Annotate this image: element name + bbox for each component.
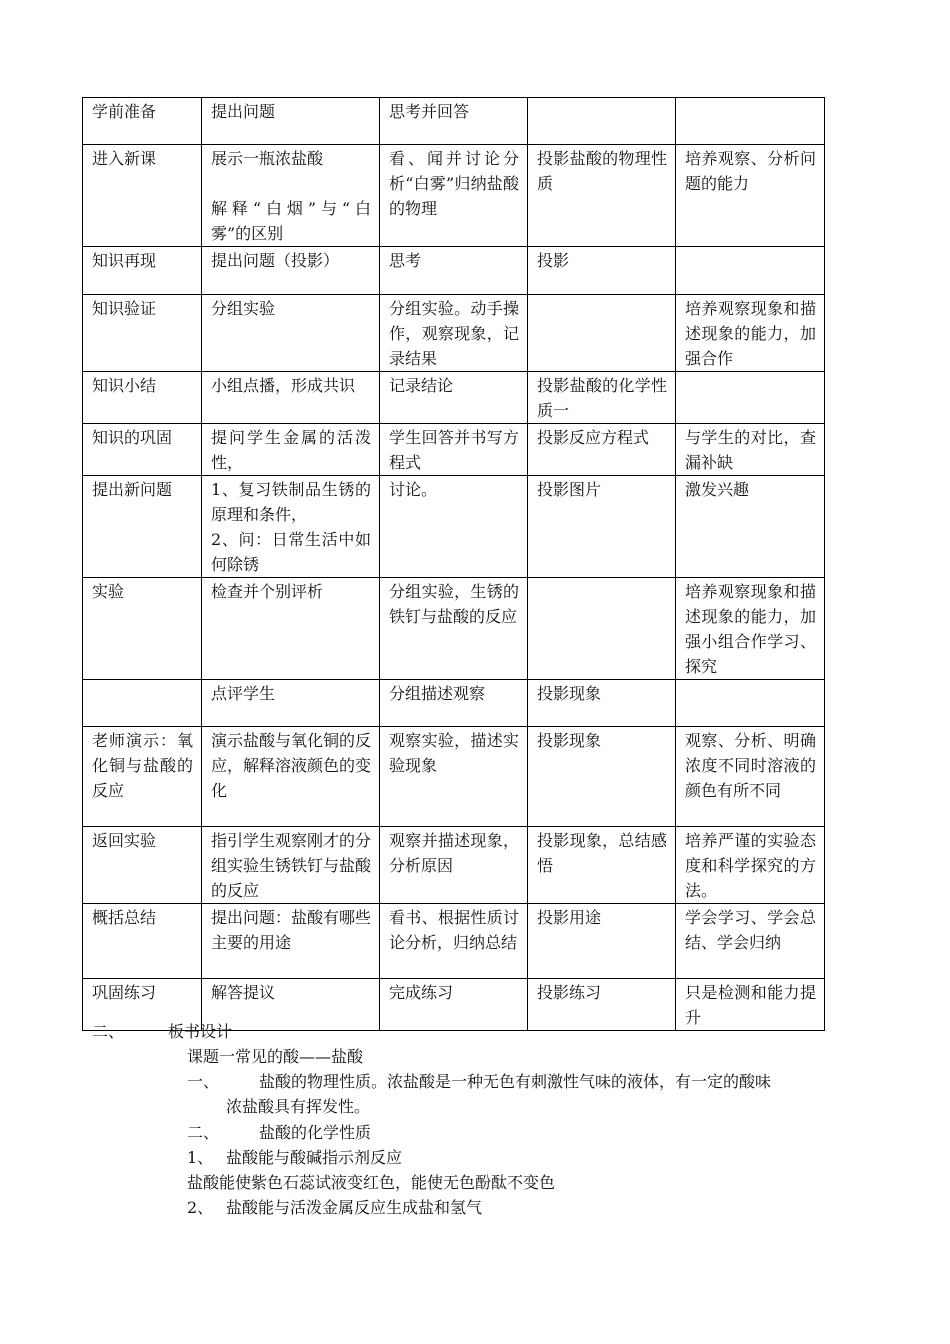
table-row: [83, 295, 825, 372]
cell-text: 学生回答并书写方程式: [389, 428, 519, 472]
table-cell: [380, 727, 528, 827]
table-cell: [528, 827, 676, 904]
table-cell: [202, 372, 380, 424]
table-cell: [83, 145, 202, 247]
table-cell: [380, 98, 528, 145]
table-cell: [676, 98, 825, 145]
cell-text: 小组点播，形成共识: [211, 376, 356, 395]
table-cell: [380, 827, 528, 904]
table-cell: [202, 727, 380, 827]
cell-text: 巩固练习: [92, 983, 157, 1002]
table-cell: [380, 904, 528, 979]
table-cell: [83, 727, 202, 827]
cell-text: 提问学生金属的活泼性，: [211, 428, 371, 472]
section-title: 板书设计: [168, 1022, 233, 1041]
item-1-text: 盐酸的物理性质。浓盐酸是一种无色有刺激性气味的液体，有一定的酸味: [259, 1072, 772, 1091]
cell-text: 投影图片: [537, 480, 602, 499]
table-cell: [528, 295, 676, 372]
table-cell: [528, 680, 676, 727]
cell-text: 检查并个别评析: [211, 582, 324, 601]
table-row: [83, 372, 825, 424]
cell-text: 学会学习、学会总结、学会归纳: [685, 908, 816, 952]
cell-text: 1、复习铁制品生锈的原理和条件， 2、问：日常生活中如何除锈: [211, 480, 371, 574]
table-cell: [676, 578, 825, 680]
cell-text: 学前准备: [92, 102, 157, 121]
table-cell: [380, 145, 528, 247]
board-item-1-continued: 浓盐酸具有挥发性。: [226, 1097, 371, 1116]
board-subitem-1: [187, 1145, 402, 1170]
table-cell: [202, 476, 380, 578]
cell-text: 培养观察现象和描述现象的能力，加强合作: [685, 299, 816, 368]
cell-text: 投影现象，总结感悟: [537, 831, 667, 875]
cell-text: 完成练习: [389, 983, 454, 1002]
table-cell: [380, 476, 528, 578]
board-item-2: [187, 1120, 371, 1145]
table-cell: [83, 904, 202, 979]
table-cell: [202, 424, 380, 476]
cell-text: 记录结论: [389, 376, 454, 395]
table-row: [83, 680, 825, 727]
cell-text: 分组实验。动手操作，观察现象，记录结果: [389, 299, 519, 368]
section-number: 二、: [92, 1022, 125, 1041]
cell-text: 提出新问题: [92, 480, 173, 499]
table-row: [83, 424, 825, 476]
cell-text: 投影用途: [537, 908, 602, 927]
table-cell: [676, 727, 825, 827]
subitem-1-number: 1、: [187, 1148, 214, 1167]
table-cell: [676, 904, 825, 979]
cell-text: 讨论。: [389, 480, 438, 499]
lesson-plan-table: [82, 97, 825, 1031]
cell-text: 老师演示：氧化铜与盐酸的反应: [92, 731, 193, 800]
table-cell: [528, 578, 676, 680]
table-cell: [83, 98, 202, 145]
table-cell: [528, 727, 676, 827]
board-item-1: [187, 1069, 771, 1094]
cell-text: 激发兴趣: [685, 480, 750, 499]
board-subitem-1-detail: 盐酸能使紫色石蕊试液变红色，能使无色酚酞不变色: [187, 1173, 556, 1192]
table-cell: [528, 247, 676, 295]
cell-text: 投影盐酸的物理性质: [537, 149, 667, 193]
cell-text: 思考: [389, 251, 422, 270]
cell-text: 知识验证: [92, 299, 157, 318]
cell-text: 看、闻并讨论分析“白雾”归纳盐酸的物理: [389, 149, 519, 218]
table-cell: [676, 424, 825, 476]
cell-text: 分组实验: [211, 299, 276, 318]
table-cell: [676, 295, 825, 372]
cell-text: 指引学生观察刚才的分组实验生锈铁钉与盐酸的反应: [211, 831, 372, 900]
item-2-text: 盐酸的化学性质: [259, 1123, 372, 1142]
cell-text: 分组实验，生锈的铁钉与盐酸的反应: [389, 582, 519, 626]
cell-text: 知识小结: [92, 376, 157, 395]
subitem-1-text: 盐酸能与酸碱指示剂反应: [226, 1148, 403, 1167]
table-cell: [202, 904, 380, 979]
cell-text: 解答提议: [211, 983, 276, 1002]
table-row: [83, 476, 825, 578]
item-2-number: 二、: [187, 1123, 220, 1142]
table-cell: [83, 295, 202, 372]
table-row: [83, 145, 825, 247]
table-cell: [202, 578, 380, 680]
cell-text: 培养观察现象和描述现象的能力，加强小组合作学习、探究: [685, 582, 816, 676]
board-topic: 课题一常见的酸——盐酸: [187, 1047, 364, 1066]
table-cell: [676, 979, 825, 1031]
board-section-heading: [92, 1019, 232, 1044]
subitem-2-text: 盐酸能与活泼金属反应生成盐和氢气: [226, 1198, 483, 1217]
table-cell: [380, 578, 528, 680]
table-cell: [676, 827, 825, 904]
cell-text: 进入新课: [92, 149, 157, 168]
cell-text: 知识再现: [92, 251, 157, 270]
table-cell: [83, 247, 202, 295]
table-cell: [83, 424, 202, 476]
table-cell: [202, 98, 380, 145]
table-cell: [380, 247, 528, 295]
cell-text: 观察并描述现象，分析原因: [389, 831, 519, 875]
table-cell: [83, 578, 202, 680]
cell-text: 只是检测和能力提升: [685, 983, 816, 1027]
table-cell: [380, 680, 528, 727]
cell-text: 返回实验: [92, 831, 157, 850]
cell-text: 提出问题：盐酸有哪些主要的用途: [211, 908, 372, 952]
table-cell: [528, 476, 676, 578]
cell-text: 培养观察、分析问题的能力: [685, 149, 816, 193]
table-body: [83, 98, 825, 1031]
cell-text: 观察实验，描述实验现象: [389, 731, 519, 775]
table-cell: [202, 680, 380, 727]
cell-text: 与学生的对比，查漏补缺: [685, 428, 816, 472]
cell-text: 展示一瓶浓盐酸 解释“白烟”与“白雾”的区别: [211, 149, 371, 243]
cell-text: 点评学生: [211, 684, 276, 703]
cell-text: 投影反应方程式: [537, 428, 650, 447]
board-subitem-2: [187, 1195, 482, 1220]
cell-text: 投影: [537, 251, 570, 270]
table-cell: [528, 904, 676, 979]
table-row: [83, 98, 825, 145]
cell-text: 培养严谨的实验态度和科学探究的方法。: [685, 831, 816, 900]
table-cell: [676, 476, 825, 578]
table-cell: [380, 979, 528, 1031]
table-cell: [202, 827, 380, 904]
cell-text: 分组描述观察: [389, 684, 486, 703]
table-row: [83, 247, 825, 295]
cell-text: 投影盐酸的化学性质一: [537, 376, 667, 420]
cell-text: 实验: [92, 582, 125, 601]
table-row: [83, 904, 825, 979]
cell-text: 概括总结: [92, 908, 157, 927]
table-cell: [202, 247, 380, 295]
table-cell: [528, 979, 676, 1031]
table-cell: [83, 476, 202, 578]
cell-text: 投影现象: [537, 684, 602, 703]
cell-text: 演示盐酸与氧化铜的反应，解释溶液颜色的变化: [211, 731, 372, 800]
table-cell: [380, 424, 528, 476]
cell-text: 思考并回答: [389, 102, 470, 121]
table-cell: [528, 372, 676, 424]
cell-text: 提出问题: [211, 102, 276, 121]
table-cell: [83, 827, 202, 904]
table-cell: [380, 295, 528, 372]
item-1-number: 一、: [187, 1072, 220, 1091]
table-cell: [202, 295, 380, 372]
table-cell: [202, 145, 380, 247]
table-cell: [528, 424, 676, 476]
table-cell: [676, 372, 825, 424]
table-row: [83, 727, 825, 827]
cell-text: 提出问题（投影）: [211, 251, 340, 270]
cell-text: 投影现象: [537, 731, 602, 750]
table-cell: [528, 145, 676, 247]
table-row: [83, 578, 825, 680]
cell-text: 知识的巩固: [92, 428, 173, 447]
table-cell: [676, 680, 825, 727]
table-cell: [83, 372, 202, 424]
table-cell: [676, 247, 825, 295]
table-cell: [528, 98, 676, 145]
subitem-2-number: 2、: [187, 1198, 214, 1217]
cell-text: 投影练习: [537, 983, 602, 1002]
table-cell: [83, 680, 202, 727]
table-cell: [676, 145, 825, 247]
table-row: [83, 827, 825, 904]
cell-text: 观察、分析、明确浓度不同时溶液的颜色有所不同: [685, 731, 816, 800]
table-cell: [380, 372, 528, 424]
cell-text: 看书、根据性质讨论分析，归纳总结: [389, 908, 519, 952]
